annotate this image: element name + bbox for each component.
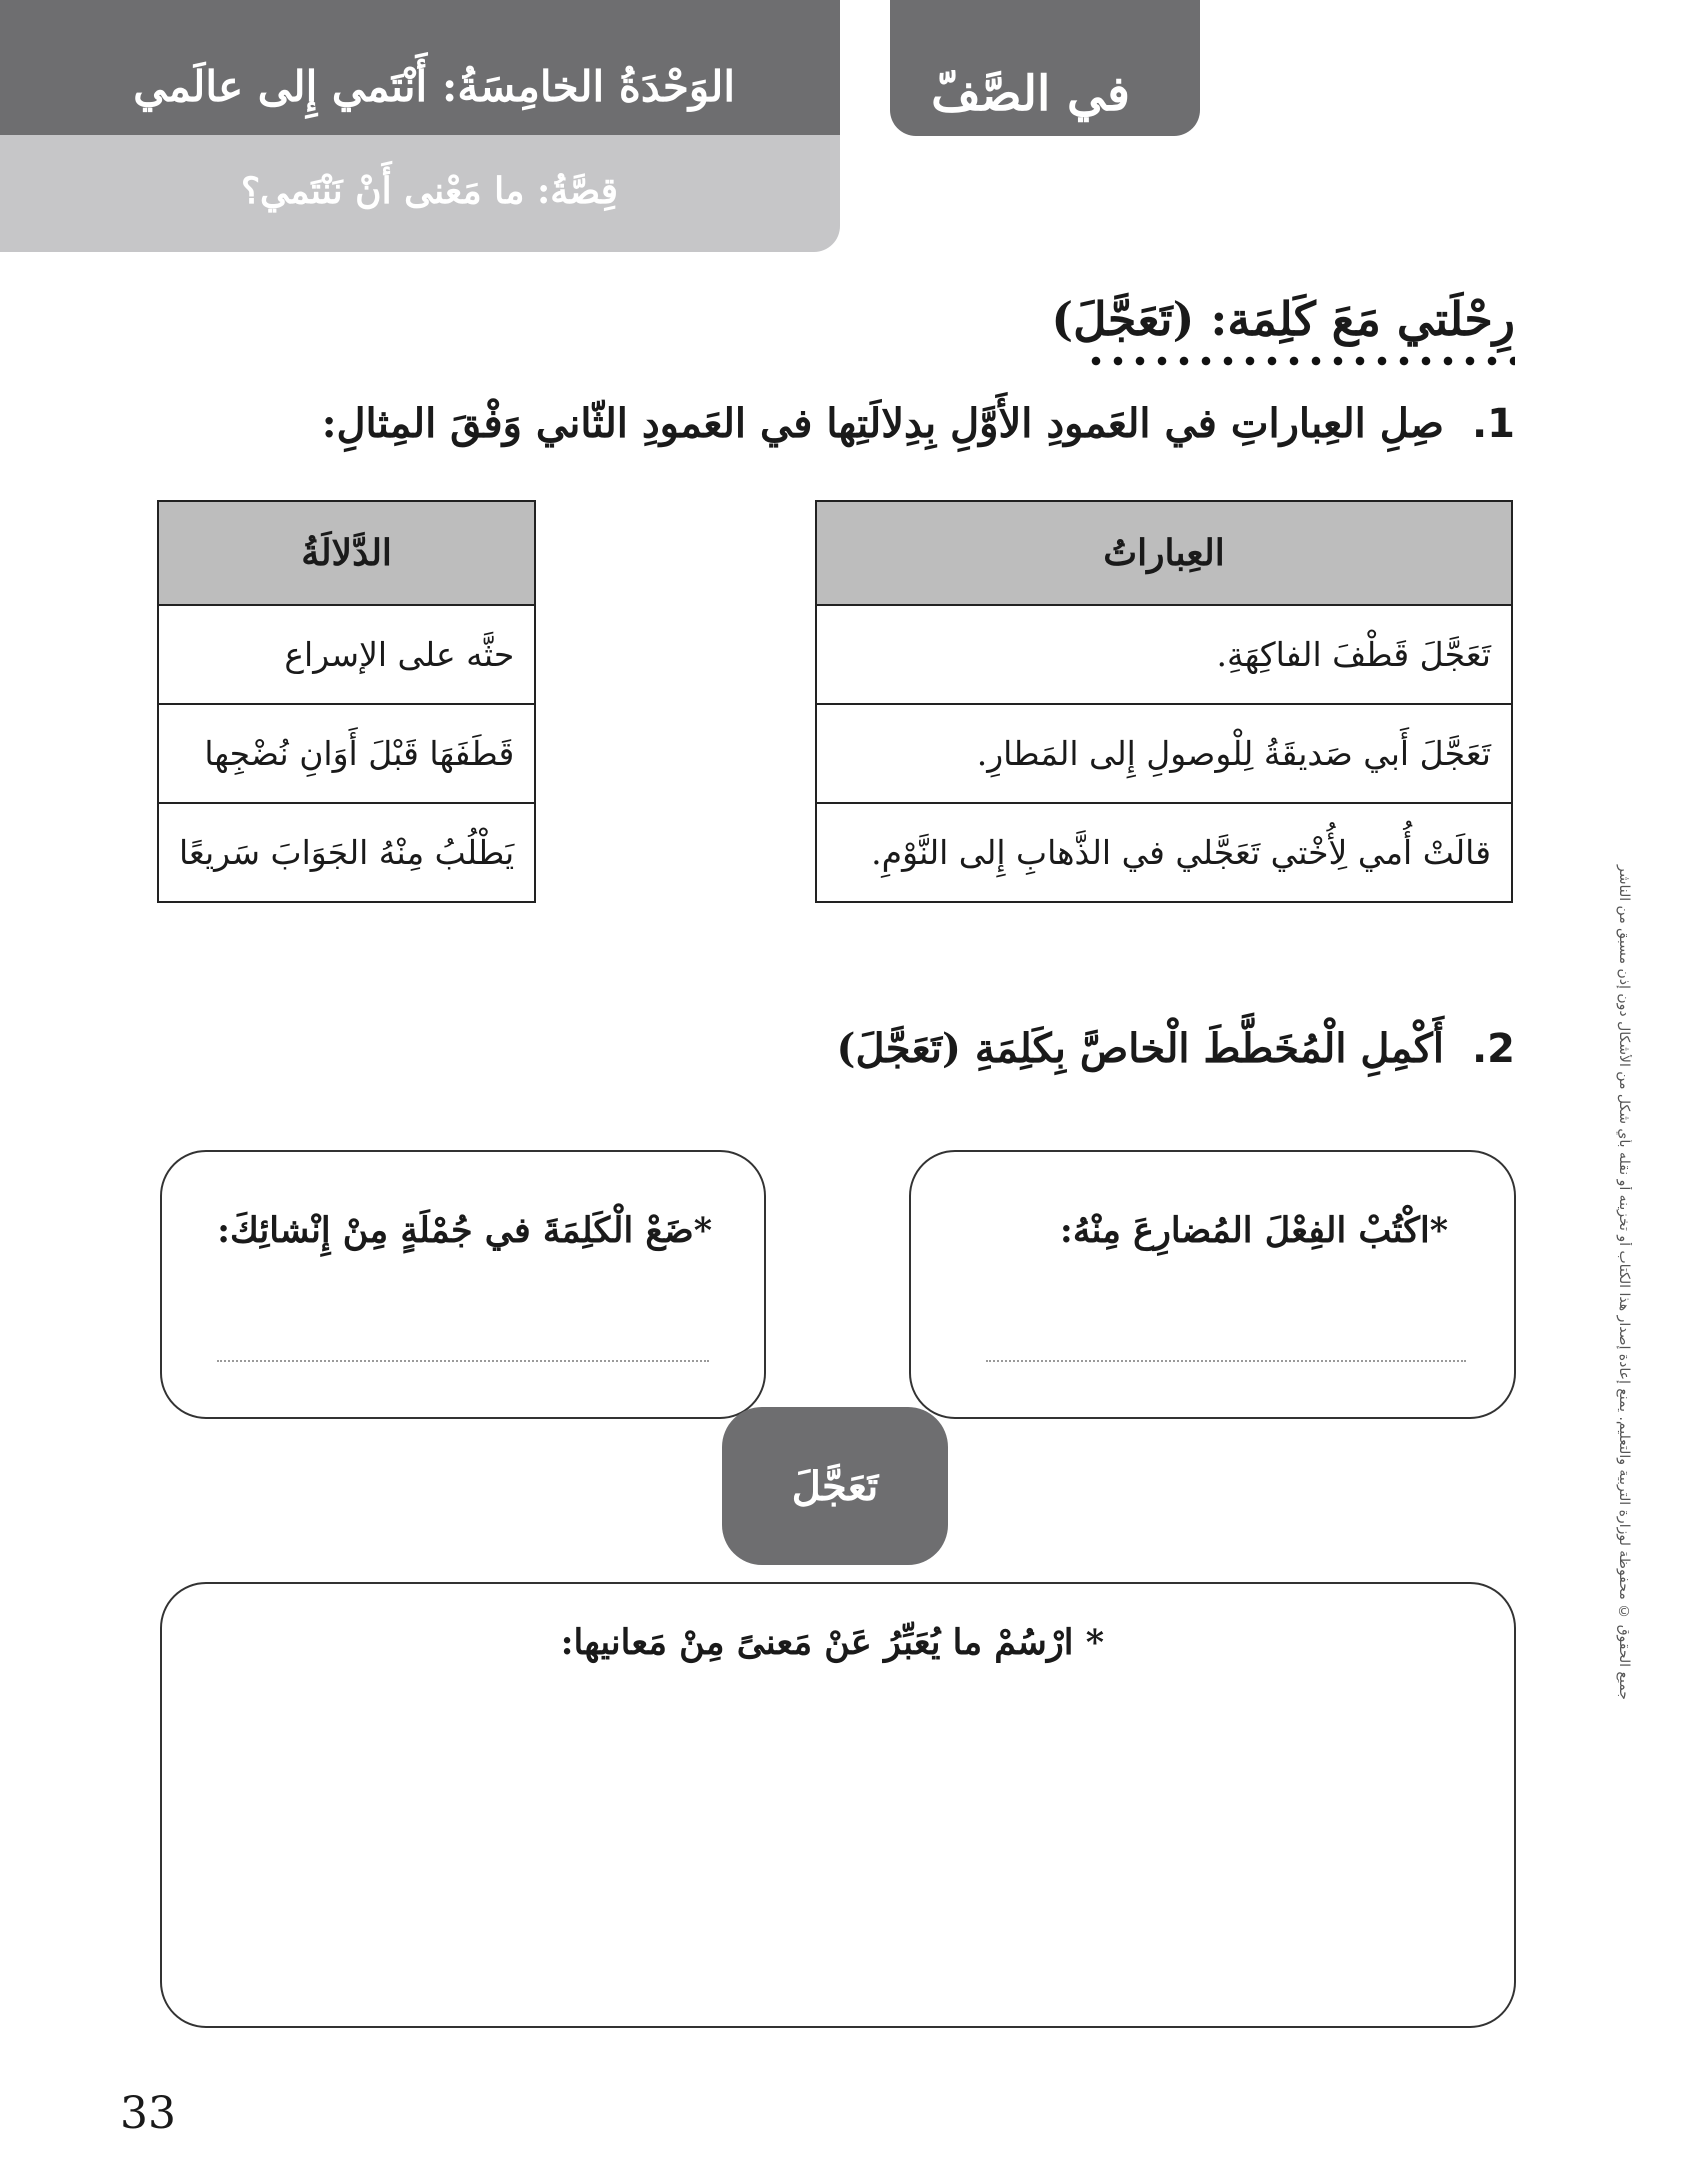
present-verb-box bbox=[909, 1150, 1516, 1419]
question-2-text: أَكْمِلِ الْمُخَطَّطَ الْخاصَّ بِكَلِمَةِ (تَعَجَّلَ) bbox=[836, 1025, 1444, 1072]
expressions-header: العِباراتُ bbox=[816, 501, 1512, 605]
question-1-text: صِلِ العِباراتِ في العَمودِ الأَوَّلِ بِدِلالَتِها في العَمودِ الثّاني وَفْقَ المِثالِ: bbox=[321, 400, 1444, 447]
meaning-cell: قَطَفَهَا قَبْلَ أَوَانِ نُضْجِها bbox=[158, 704, 535, 803]
unit-title: الوَحْدَةُ الخامِسَةُ: أَنْتَمي إِلى عالَمي bbox=[133, 62, 735, 111]
copyright-note: جميع الحقوق © محفوظة لوزارة التربية والتعليم. يمنع إعادة إصدار هذا الكتاب أو تخزينه أو نقله بأي شكل من الأشكال دون إذن مسبق من الناشر bbox=[1616, 865, 1632, 1700]
sentence-answer-line[interactable] bbox=[217, 1360, 709, 1362]
meanings-header: الدَّلالَةُ bbox=[158, 501, 535, 605]
title-dotted-underline bbox=[1085, 355, 1515, 367]
meaning-cell: حثَّه على الإسراع bbox=[158, 605, 535, 704]
meaning-cell: يَطْلُبُ مِنْهُ الجَوَابَ سَريعًا bbox=[158, 803, 535, 902]
expressions-table bbox=[815, 500, 1513, 903]
class-tab-label: في الصَّفّ bbox=[931, 66, 1130, 122]
question-2-number: 2. bbox=[1471, 1026, 1515, 1072]
sentence-box bbox=[160, 1150, 766, 1419]
expression-cell: تَعَجَّلَ قَطْفَ الفاكِهَةِ. bbox=[816, 605, 1512, 704]
expression-cell: تَعَجَّلَ أَبي صَديقَةُ لِلْوصولِ إِلى المَطارِ. bbox=[816, 704, 1512, 803]
drawing-prompt: * ارْسُمْ ما يُعَبِّرُ عَنْ مَعنىً مِنْ مَعانيها: bbox=[560, 1622, 1104, 1663]
question-2 bbox=[837, 1025, 1515, 1072]
page-number: 33 bbox=[120, 2088, 176, 2139]
center-word: تَعَجَّلَ bbox=[722, 1407, 948, 1565]
story-title: قِصَّةُ: ما مَعْنى أَنْ نَنْتَمي؟ bbox=[240, 170, 618, 212]
sentence-prompt: *ضَعْ الْكَلِمَةَ في جُمْلَةٍ مِنْ إِنْشائِكَ: bbox=[217, 1210, 712, 1251]
drawing-box[interactable] bbox=[160, 1582, 1516, 2028]
question-1-number: 1. bbox=[1471, 401, 1515, 447]
question-1 bbox=[322, 400, 1515, 447]
present-verb-answer-line[interactable] bbox=[986, 1360, 1466, 1362]
present-verb-prompt: *اكْتُبْ الفِعْلَ المُضارِعَ مِنْهُ: bbox=[1059, 1210, 1448, 1251]
expression-cell: قالَتْ أُمي لِأُخْتي تَعَجَّلي في الذَّهابِ إِلى النَّوْمِ. bbox=[816, 803, 1512, 902]
meanings-table bbox=[157, 500, 536, 903]
section-title: رِحْلَتي مَعَ كَلِمَة: (تَعَجَّلَ) bbox=[1051, 292, 1515, 346]
